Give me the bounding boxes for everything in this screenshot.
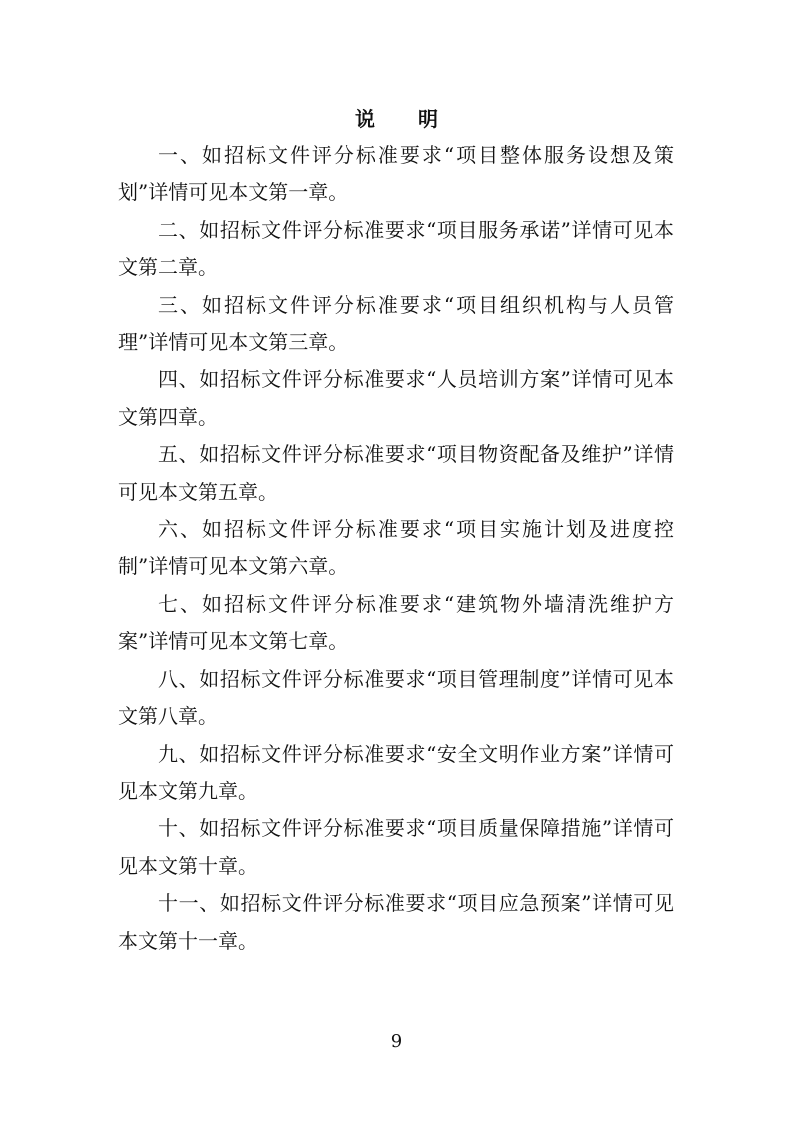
paragraph-5: 五、如招标文件评分标准要求“项目物资配备及维护”详情可见本文第五章。	[118, 442, 674, 504]
paragraph-11: 十一、如招标文件评分标准要求“项目应急预案”详情可见本文第十一章。	[118, 891, 674, 953]
paragraph-4: 四、如招标文件评分标准要求“人员培训方案”详情可见本文第四章。	[118, 367, 674, 429]
paragraph-2: 二、如招标文件评分标准要求“项目服务承诺”详情可见本文第二章。	[118, 217, 674, 280]
paragraph-8: 八、如招标文件评分标准要求“项目管理制度”详情可见本文第八章。	[118, 666, 674, 729]
paragraph-7: 七、如招标文件评分标准要求“建筑物外墙清洗维护方案”详情可见本文第七章。	[118, 591, 674, 654]
page-title: 说 明	[355, 107, 456, 131]
paragraph-10: 十、如招标文件评分标准要求“项目质量保障措施”详情可见本文第十章。	[118, 816, 674, 878]
paragraph-6: 六、如招标文件评分标准要求“项目实施计划及进度控制”详情可见本文第六章。	[118, 517, 674, 579]
page-number: 9	[390, 1031, 403, 1052]
paragraph-1: 一、如招标文件评分标准要求“项目整体服务设想及策划”详情可见本文第一章。	[118, 143, 674, 205]
document-body	[118, 137, 674, 960]
paragraph-9: 九、如招标文件评分标准要求“安全文明作业方案”详情可见本文第九章。	[118, 741, 674, 803]
paragraph-3: 三、如招标文件评分标准要求“项目组织机构与人员管理”详情可见本文第三章。	[118, 292, 674, 355]
